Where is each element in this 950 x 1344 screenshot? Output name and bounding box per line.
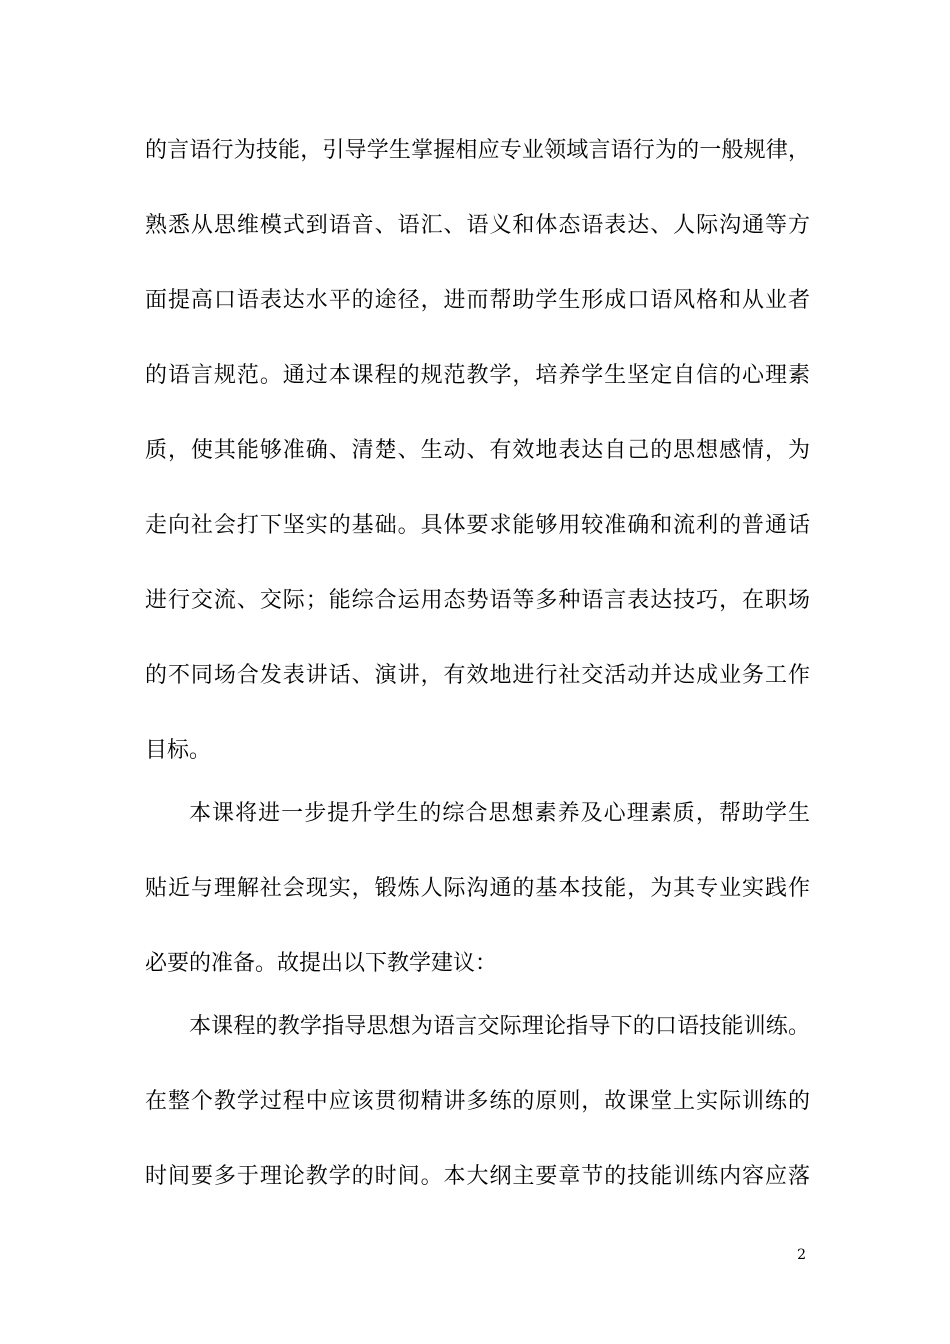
body-line-10: 本课将进一步提升学生的综合思想素养及心理素质，帮助学生: [189, 801, 810, 826]
body-line-3: 面提高口语表达水平的途径，进而帮助学生形成口语风格和从业者: [145, 288, 810, 313]
body-line-11: 贴近与理解社会现实，锻炼人际沟通的基本技能，为其专业实践作: [145, 876, 810, 901]
body-line-12: 必要的准备。故提出以下教学建议：: [145, 951, 498, 976]
body-line-14: 在整个教学过程中应该贯彻精讲多练的原则，故课堂上实际训练的: [145, 1089, 810, 1114]
body-line-4: 的语言规范。通过本课程的规范教学，培养学生坚定自信的心理素: [145, 363, 810, 388]
body-line-9: 目标。: [145, 738, 212, 763]
body-line-13: 本课程的教学指导思想为语言交际理论指导下的口语技能训练。: [189, 1014, 810, 1039]
body-line-6: 走向社会打下坚实的基础。具体要求能够用较准确和流利的普通话: [145, 513, 810, 538]
body-line-15: 时间要多于理论教学的时间。本大纲主要章节的技能训练内容应落: [145, 1164, 810, 1189]
page-number: 2: [797, 1247, 806, 1263]
body-line-8: 的不同场合发表讲话、演讲，有效地进行社交活动并达成业务工作: [145, 663, 810, 688]
body-line-2: 熟悉从思维模式到语音、语汇、语义和体态语表达、人际沟通等方: [145, 213, 810, 238]
body-line-1: 的言语行为技能，引导学生掌握相应专业领域言语行为的一般规律，: [145, 138, 810, 163]
body-line-7: 进行交流、交际；能综合运用态势语等多种语言表达技巧，在职场: [145, 588, 810, 613]
body-line-5: 质，使其能够准确、清楚、生动、有效地表达自己的思想感情，为: [145, 438, 810, 463]
